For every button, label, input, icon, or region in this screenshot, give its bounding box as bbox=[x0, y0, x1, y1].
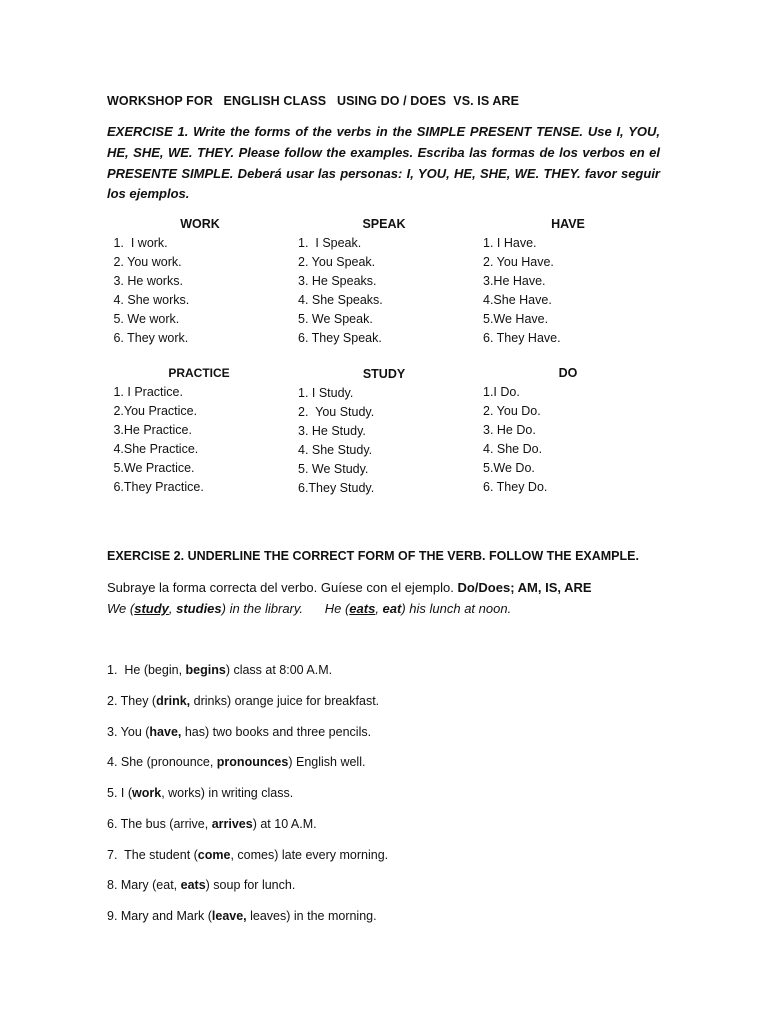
answer-bold: drink, bbox=[156, 694, 191, 708]
verb-list-study bbox=[298, 384, 374, 498]
verb-list-have bbox=[483, 234, 561, 348]
answer-text: 1. He (begin, bbox=[107, 663, 186, 677]
list-item: 1. I Speak. bbox=[298, 236, 362, 250]
list-item: 1. I work. bbox=[110, 236, 168, 250]
verb-list-practice bbox=[110, 383, 204, 497]
list-item: 4. She Study. bbox=[298, 443, 373, 457]
list-item: 5.We Have. bbox=[483, 312, 549, 326]
example-underlined-answer: eats bbox=[349, 601, 376, 616]
answer-bold: eats bbox=[180, 878, 206, 892]
list-item: 4. She works. bbox=[110, 293, 190, 307]
list-item: 6. They Have. bbox=[483, 331, 561, 345]
answer-bold: come bbox=[197, 848, 231, 862]
list-item: 2. You work. bbox=[110, 255, 182, 269]
answer-line bbox=[107, 663, 332, 677]
answer-text: has) two books and three pencils. bbox=[181, 725, 372, 739]
list-item: 5. We Study. bbox=[298, 462, 369, 476]
answer-bold: work bbox=[132, 786, 162, 800]
answer-line bbox=[107, 878, 295, 892]
example-bold-word: studies bbox=[176, 601, 222, 616]
column-header-work: WORK bbox=[180, 217, 220, 231]
exercise1-instructions: EXERCISE 1. Write the forms of the verbs in the SIMPLE PRESENT TENSE. Use I, YOU, HE, SHE, WE. THEY. Please follow the examples. Escriba las formas de los verbos en el PRESENTE SIMPLE. Deberá usar las personas: I, YOU, HE, SHE, WE. THEY. favor seguir los ejemplos. bbox=[107, 124, 660, 202]
answer-text: , comes) late every morning. bbox=[230, 848, 389, 862]
example-text: , bbox=[375, 601, 383, 616]
list-item: 6. They work. bbox=[110, 331, 189, 345]
answer-text: 5. I ( bbox=[107, 786, 133, 800]
column-header-do: DO bbox=[558, 366, 578, 380]
page-title: WORKSHOP FOR ENGLISH CLASS USING DO / DOES VS. IS ARE bbox=[107, 94, 520, 108]
column-header-have: HAVE bbox=[551, 217, 585, 231]
example-text: ) in the library. He ( bbox=[221, 601, 350, 616]
list-item: 6.They Study. bbox=[298, 481, 375, 495]
answer-text: ) class at 8:00 A.M. bbox=[225, 663, 333, 677]
list-item: 6. They Speak. bbox=[298, 331, 382, 345]
list-item: 5.We Do. bbox=[483, 461, 535, 475]
example-text: , bbox=[168, 601, 177, 616]
answer-text: ) English well. bbox=[288, 755, 366, 769]
answer-text: 8. Mary (eat, bbox=[107, 878, 181, 892]
list-item: 2. You Speak. bbox=[298, 255, 376, 269]
exercise2-instructions bbox=[107, 580, 660, 595]
list-item: 3. He Study. bbox=[298, 424, 366, 438]
list-item: 5. We Speak. bbox=[298, 312, 373, 326]
list-item: 4. She Do. bbox=[483, 442, 543, 456]
instructions-bold: Do/Does; AM, IS, ARE bbox=[457, 580, 592, 595]
answer-line bbox=[107, 909, 377, 923]
instructions-lead: Subraye la forma correcta del verbo. Guíese con el ejemplo. bbox=[107, 580, 458, 595]
list-item: 6. They Do. bbox=[483, 480, 548, 494]
list-item: 1. I Practice. bbox=[110, 385, 183, 399]
answer-bold: leave, bbox=[211, 909, 247, 923]
answer-text: , works) in writing class. bbox=[161, 786, 294, 800]
example-bold-word: eat bbox=[382, 601, 402, 616]
list-item: 3. He works. bbox=[110, 274, 183, 288]
list-item: 6.They Practice. bbox=[110, 480, 204, 494]
answer-text: 4. She (pronounce, bbox=[107, 755, 217, 769]
answer-text: 3. You ( bbox=[107, 725, 150, 739]
list-item: 4.She Practice. bbox=[110, 442, 199, 456]
list-item: 3.He Practice. bbox=[110, 423, 192, 437]
answer-text: 6. The bus (arrive, bbox=[107, 817, 212, 831]
answer-line bbox=[107, 694, 379, 708]
exercise2-example bbox=[107, 601, 511, 616]
list-item: 5.We Practice. bbox=[110, 461, 195, 475]
answer-bold: pronounces bbox=[216, 755, 289, 769]
column-header-speak: SPEAK bbox=[362, 217, 406, 231]
answer-bold: begins bbox=[185, 663, 226, 677]
example-underlined-answer: study bbox=[134, 601, 169, 616]
list-item: 2. You Have. bbox=[483, 255, 554, 269]
answer-bold: have, bbox=[149, 725, 182, 739]
example-text: ) his lunch at noon. bbox=[401, 601, 512, 616]
answer-line bbox=[107, 848, 388, 862]
answer-text: ) at 10 A.M. bbox=[252, 817, 317, 831]
column-header-practice: PRACTICE bbox=[168, 366, 230, 380]
exercise2-heading: EXERCISE 2. UNDERLINE THE CORRECT FORM OF THE VERB. FOLLOW THE EXAMPLE. bbox=[107, 549, 639, 563]
list-item: 1.I Do. bbox=[483, 385, 520, 399]
answer-line bbox=[107, 786, 293, 800]
list-item: 2. You Do. bbox=[483, 404, 541, 418]
answer-text: leaves) in the morning. bbox=[246, 909, 377, 923]
list-item: 1. I Study. bbox=[298, 386, 354, 400]
example-text: We ( bbox=[107, 601, 135, 616]
answer-text: 7. The student ( bbox=[107, 848, 198, 862]
list-item: 5. We work. bbox=[110, 312, 180, 326]
answer-line bbox=[107, 755, 365, 769]
list-item: 1. I Have. bbox=[483, 236, 537, 250]
list-item: 2. You Study. bbox=[298, 405, 375, 419]
answer-bold: arrives bbox=[211, 817, 253, 831]
verb-list-speak bbox=[298, 234, 383, 348]
answer-text: drinks) orange juice for breakfast. bbox=[190, 694, 380, 708]
answer-text: 9. Mary and Mark ( bbox=[107, 909, 212, 923]
answer-text: ) soup for lunch. bbox=[205, 878, 296, 892]
answer-line bbox=[107, 725, 371, 739]
answer-line bbox=[107, 817, 317, 831]
column-header-study: STUDY bbox=[362, 367, 406, 381]
list-item: 3. He Speaks. bbox=[298, 274, 377, 288]
list-item: 4.She Have. bbox=[483, 293, 552, 307]
answer-text: 2. They ( bbox=[107, 694, 157, 708]
list-item: 4. She Speaks. bbox=[298, 293, 383, 307]
verb-list-work bbox=[110, 234, 189, 348]
list-item: 2.You Practice. bbox=[110, 404, 198, 418]
list-item: 3.He Have. bbox=[483, 274, 546, 288]
verb-list-do bbox=[483, 383, 547, 497]
list-item: 3. He Do. bbox=[483, 423, 536, 437]
